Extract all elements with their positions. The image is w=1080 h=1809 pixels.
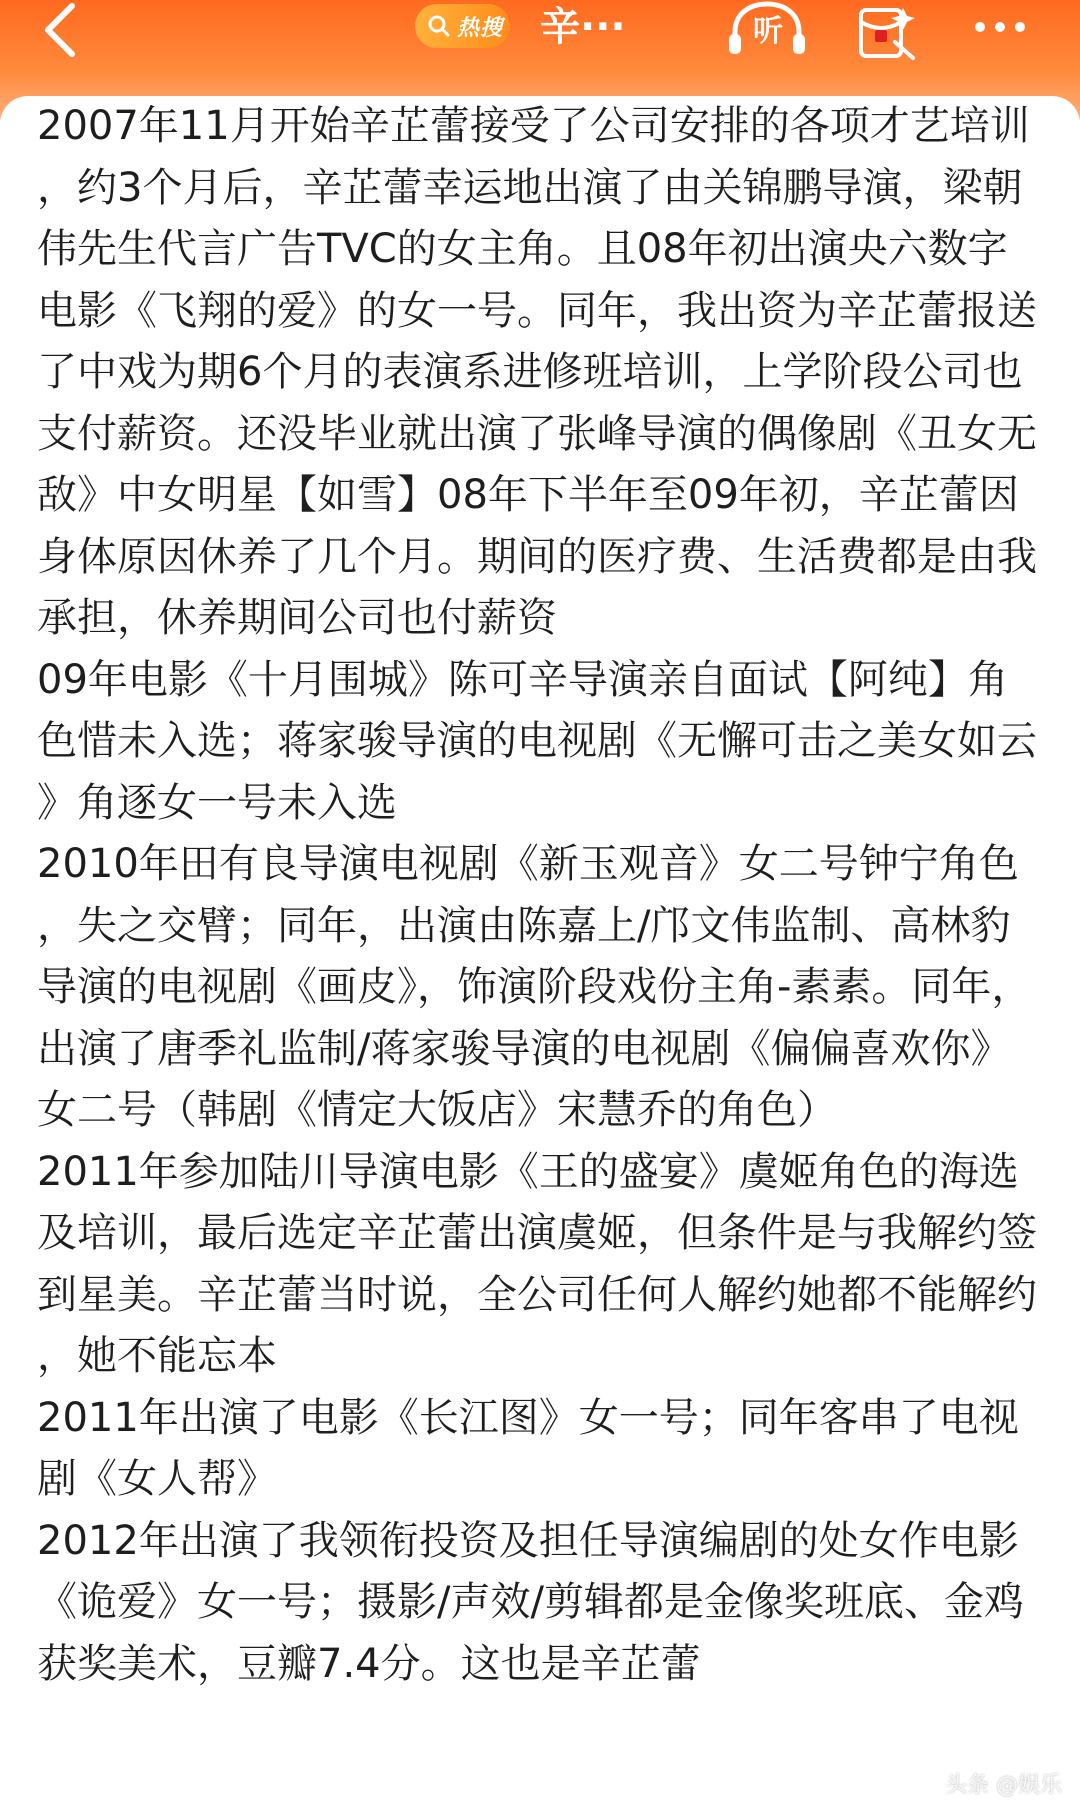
more-dot-icon — [1015, 22, 1025, 32]
article-paragraph: 2011年出演了电影《长江图》女一号；同年客串了电视剧《女人帮》 — [37, 1394, 1019, 1502]
red-packet-button[interactable] — [855, 2, 920, 62]
article-paragraph: 09年电影《十月围城》陈可辛导演亲自面试【阿纯】角色惜未入选；蒋家骏导演的电视剧《无懈可击之美女如云》角逐女一号未入选 — [37, 656, 1037, 826]
more-dot-icon — [995, 22, 1005, 32]
search-icon — [425, 12, 453, 40]
listen-label: 听 — [753, 14, 783, 49]
back-arrow-icon — [40, 2, 80, 58]
red-packet-icon — [855, 2, 920, 62]
listen-button[interactable] — [725, 0, 810, 60]
article-paragraph: 2010年田有良导演电视剧《新玉观音》女二号钟宁角色，失之交臂；同年，出演由陈嘉上/邝文伟监制、高林豹导演的电视剧《画皮》，饰演阶段戏份主角-素素。同年，出演了唐季礼监制/蒋家骏导演的电视剧《偏偏喜欢你》女二号（韩剧《情定大饭店》宋慧乔的角色） — [37, 841, 1032, 1133]
back-button[interactable] — [30, 0, 90, 60]
page-title: 辛··· — [540, 4, 626, 50]
more-dot-icon — [975, 22, 985, 32]
article-card — [0, 96, 1080, 1809]
more-button[interactable] — [960, 2, 1040, 52]
article-paragraph: 2011年参加陆川导演电影《王的盛宴》虞姬角色的海选及培训，最后选定辛芷蕾出演虞姬，但条件是与我解约签到星美。辛芷蕾当时说，全公司任何人解约她都不能解约，她不能忘本 — [37, 1148, 1037, 1379]
article-paragraph: 2012年出演了我领衔投资及担任导演编剧的处女作电影《诡爱》女一号；摄影/声效/剪辑都是金像奖班底、金鸡获奖美术，豆瓣7.4分。这也是辛芷蕾 — [37, 1517, 1024, 1687]
article-paragraph: 2007年11月开始辛芷蕾接受了公司安排的各项才艺培训，约3个月后，辛芷蕾幸运地出演了由关锦鹏导演，梁朝伟先生代言广告TVC的女主角。且08年初出演央六数字电影《飞翔的爱》的女一号。同年，我出资为辛芷蕾报送了中戏为期6个月的表演系进修班培训，上学阶段公司也支付薪资。还没毕业就出演了张峰导演的偶像剧《丑女无敌》中女明星【如雪】08年下半年至09年初，辛芷蕾因身体原因休养了几个月。期间的医疗费、生活费都是由我承担，休养期间公司也付薪资 — [37, 103, 1037, 641]
hot-search-button[interactable] — [415, 4, 510, 48]
hot-search-tag: 热搜 — [457, 15, 504, 41]
watermark: 头条 @娱乐 — [945, 1772, 1062, 1798]
article-body — [37, 96, 1047, 1695]
